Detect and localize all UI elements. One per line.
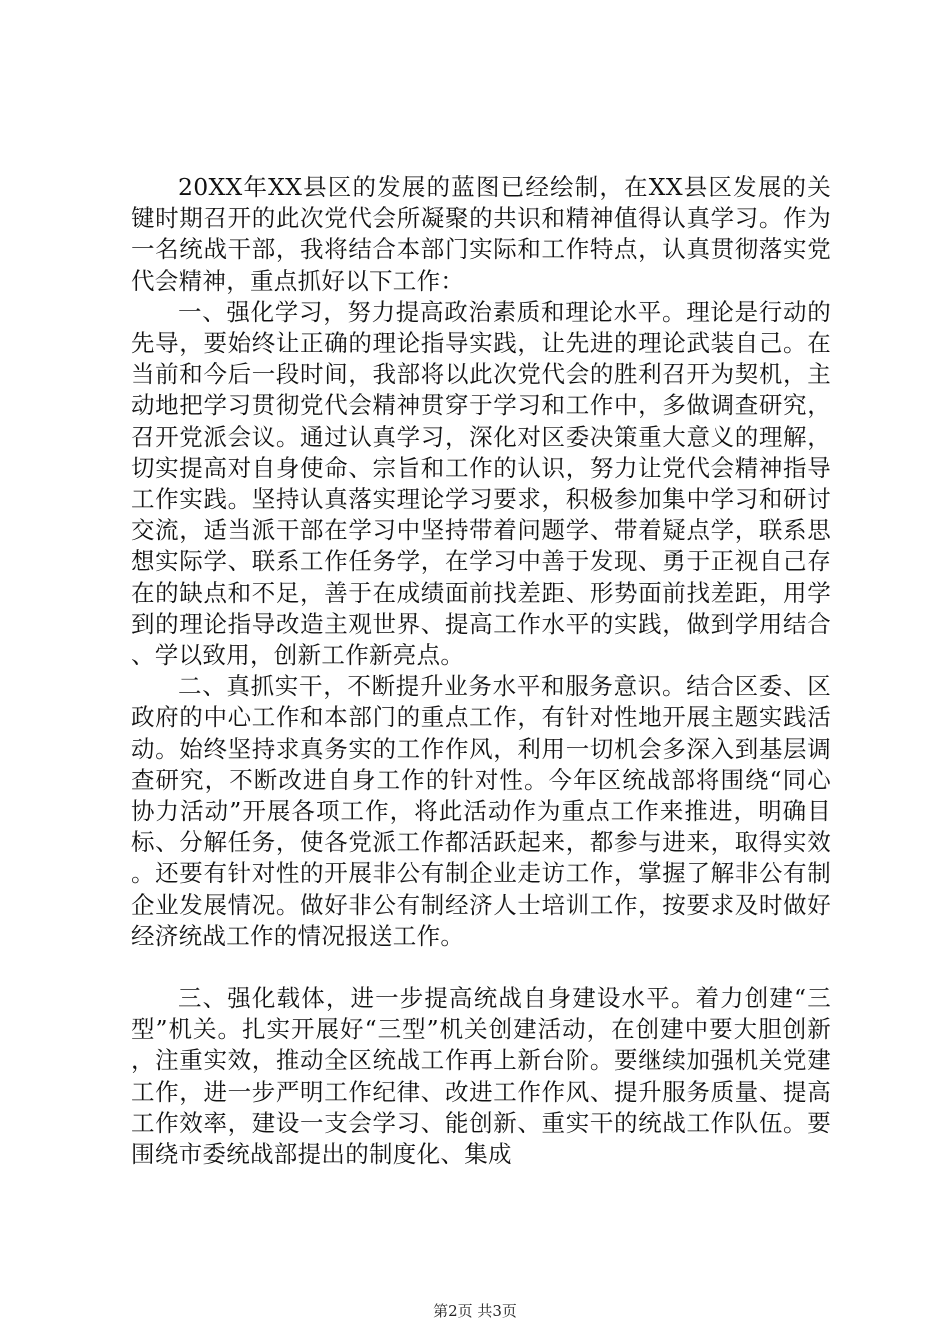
page-number: 第2页 共3页	[433, 1302, 517, 1320]
paragraph-section-2: 二、真抓实干，不断提升业务水平和服务意识。结合区委、区政府的中心工作和本部门的重点工作，有针对性地开展主题实践活动。始终坚持求真务实的工作作风，利用一切机会多深入到基层调查研究，不断改进自身工作的针对性。今年区统战部将围绕“同心协力活动”开展各项工作，将此活动作为重点工作来推进，明确目标、分解任务，使各党派工作都活跃起来，都参与进来，取得实效。还要有针对性的开展非公有制企业走访工作，掌握了解非公有制企业发展情况。做好非公有制经济人士培训工作，按要求及时做好经济统战工作的情况报送工作。	[131, 672, 831, 950]
paragraph-intro: 20XX年XX县区的发展的蓝图已经绘制，在XX县区发展的关键时期召开的此次党代会所凝聚的共识和精神值得认真学习。作为一名统战干部，我将结合本部门实际和工作特点，认真贯彻落实党代会精神，重点抓好以下工作：	[131, 173, 831, 295]
paragraph-section-1: 一、强化学习，努力提高政治素质和理论水平。理论是行动的先导，要始终让正确的理论指导实践，让先进的理论武装自己。在当前和今后一段时间，我部将以此次党代会的胜利召开为契机，主动地把学习贯彻党代会精神贯穿于学习和工作中，多做调查研究，召开党派会议。通过认真学习，深化对区委决策重大意义的理解，切实提高对自身使命、宗旨和工作的认识，努力让党代会精神指导工作实践。坚持认真落实理论学习要求，积极参加集中学习和研讨交流，适当派干部在学习中坚持带着问题学、带着疑点学，联系思想实际学、联系工作任务学，在学习中善于发现、勇于正视自己存在的缺点和不足，善于在成绩面前找差距、形势面前找差距，用学到的理论指导改造主观世界、提高工作水平的实践，做到学用结合、学以致用，创新工作新亮点。	[131, 297, 831, 670]
document-body	[131, 172, 831, 1170]
paragraph-section-3: 三、强化载体，进一步提高统战自身建设水平。着力创建“三型”机关。扎实开展好“三型”机关创建活动，在创建中要大胆创新，注重实效，推动全区统战工作再上新台阶。要继续加强机关党建工作，进一步严明工作纪律、改进工作作风、提升服务质量、提高工作效率，建设一支会学习、能创新、重实干的统战工作队伍。要围绕市委统战部提出的制度化、集成	[131, 984, 831, 1169]
page-footer	[0, 1301, 950, 1321]
